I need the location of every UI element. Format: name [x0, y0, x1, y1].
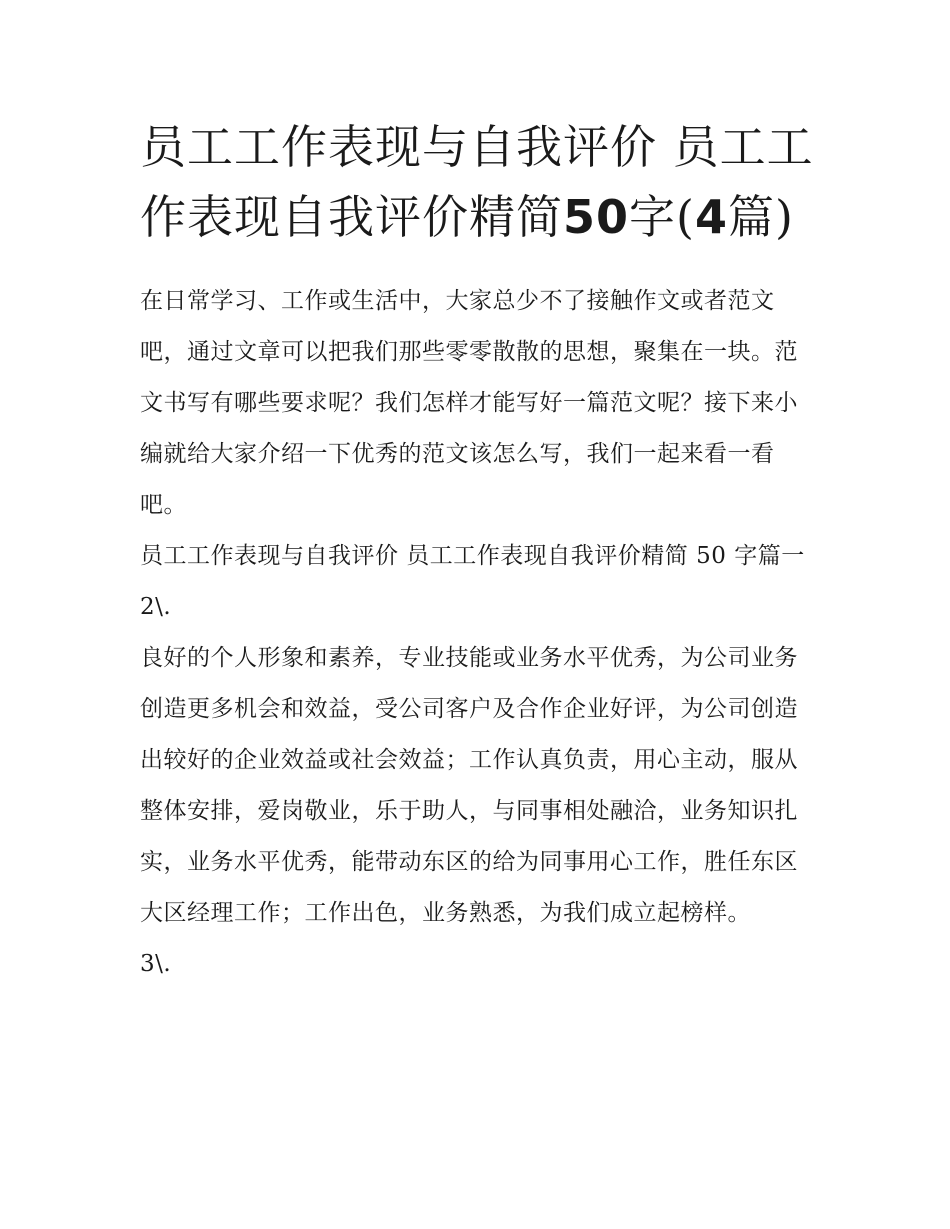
body-paragraph: 良好的个人形象和素养，专业技能或业务水平优秀，为公司业务创造更多机会和效益，受公司客户及合作企业好评，为公司创造出较好的企业效益或社会效益；工作认真负责，用心主动，服从整体安排，爱岗敬业，乐于助人，与同事相处融洽，业务知识扎实，业务水平优秀，能带动东区的给为同事用心工作，胜任东区大区经理工作；工作出色，业务熟悉，为我们成立起榜样。	[140, 645, 798, 926]
title-number-50: 50	[563, 190, 630, 244]
document-title	[140, 112, 820, 252]
intro-paragraph: 在日常学习、工作或生活中，大家总少不了接触作文或者范文吧，通过文章可以把我们那些零零散散的思想，聚集在一块。范文书写有哪些要求呢？我们怎样才能写好一篇范文呢？接下来小编就给大家介绍一下优秀的范文该怎么写，我们一起来看一看吧。	[140, 288, 798, 518]
section-heading: 员工工作表现与自我评价 员工工作表现自我评价精简 50 字篇一 2\.	[140, 543, 805, 620]
title-text: 员工工作表现与自我评价 员工工作表现自我评价精简	[140, 120, 814, 244]
document-page	[140, 112, 820, 990]
title-text-char: 字(	[629, 190, 695, 244]
title-number-4: 4	[694, 190, 728, 244]
list-marker: 3\.	[140, 951, 172, 977]
title-text-end: 篇)	[727, 190, 794, 244]
